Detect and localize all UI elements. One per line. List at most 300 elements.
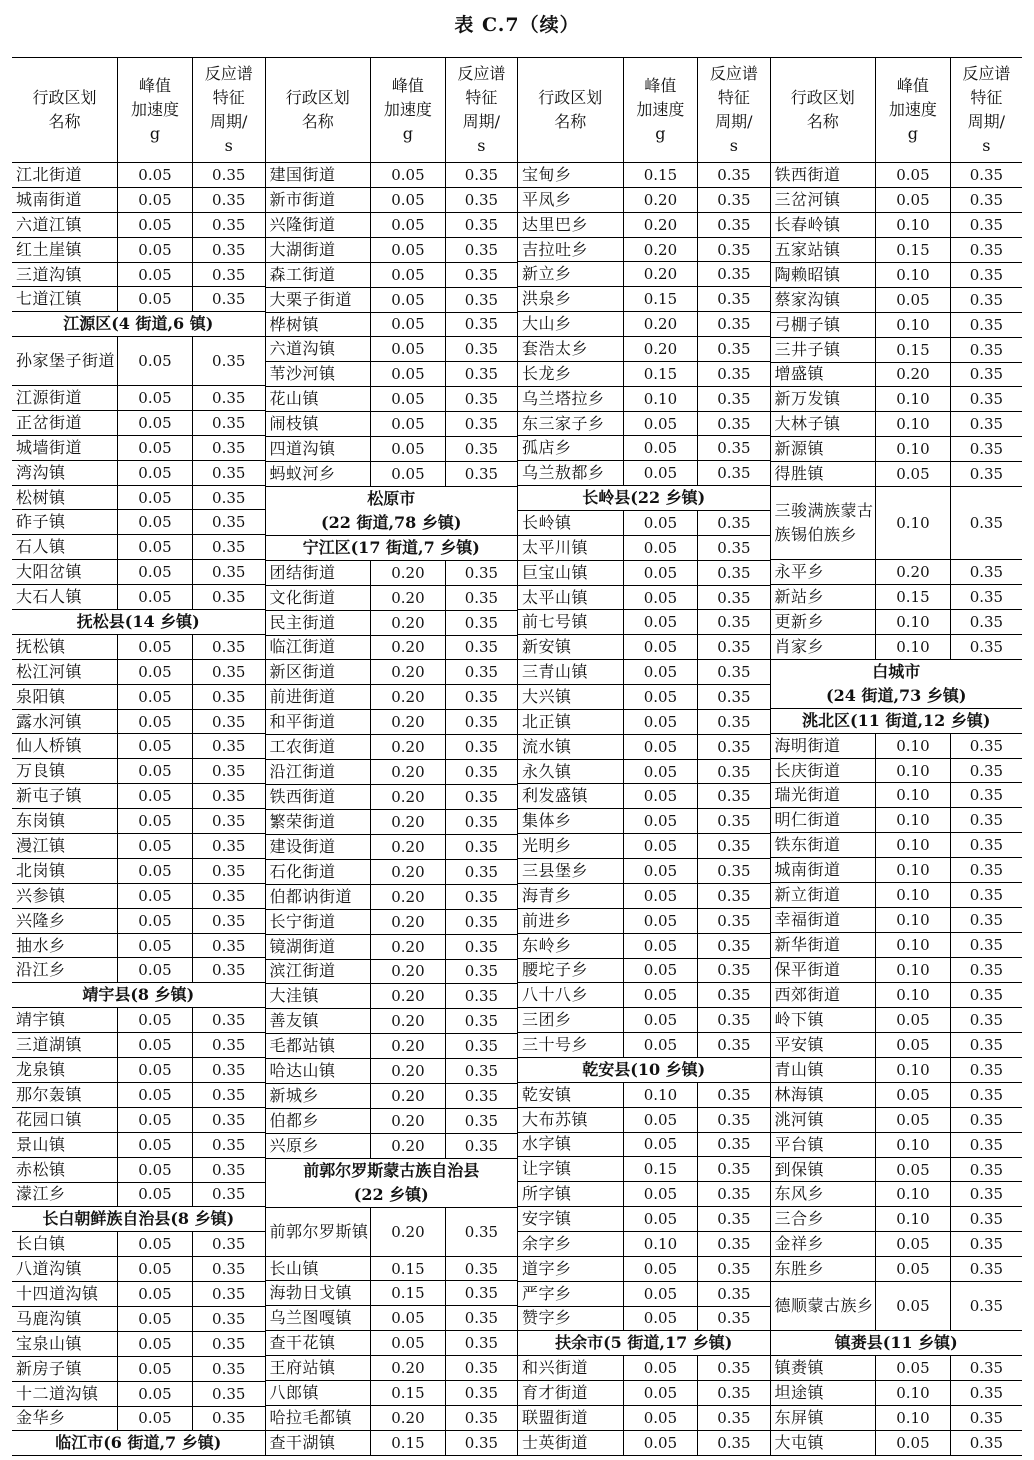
section-heading: 宁江区(17 街道,7 乡镇) <box>302 537 480 557</box>
region-name: 新安镇 <box>522 637 572 657</box>
table-row <box>771 1381 1023 1406</box>
table-row <box>771 883 1023 908</box>
characteristic-period: 0.35 <box>950 462 1022 486</box>
table-row <box>266 1406 518 1431</box>
characteristic-period: 0.35 <box>192 1158 265 1182</box>
characteristic-period: 0.35 <box>950 1356 1022 1380</box>
table-row <box>771 759 1023 784</box>
peak-acceleration: 0.05 <box>875 1083 950 1107</box>
characteristic-period: 0.35 <box>192 1083 265 1107</box>
region-name: 到保镇 <box>774 1159 825 1179</box>
peak-acceleration: 0.05 <box>623 461 698 485</box>
table-body <box>12 163 265 1455</box>
characteristic-period: 0.35 <box>950 213 1022 237</box>
region-name: 让字镇 <box>522 1159 572 1179</box>
peak-acceleration: 0.10 <box>875 883 950 907</box>
peak-acceleration: 0.20 <box>370 1406 445 1430</box>
region-name: 腰坨子乡 <box>522 960 589 980</box>
region-name: 林海镇 <box>774 1084 825 1104</box>
region-name: 工农街道 <box>269 737 336 757</box>
characteristic-period: 0.35 <box>697 1356 769 1380</box>
characteristic-period: 0.35 <box>950 1058 1022 1082</box>
table-row <box>266 910 518 935</box>
table-row <box>771 1108 1023 1133</box>
table-row <box>266 611 518 636</box>
table-row <box>771 610 1023 635</box>
characteristic-period: 0.35 <box>950 288 1022 312</box>
characteristic-period: 0.35 <box>950 585 1022 609</box>
table-row <box>518 859 770 884</box>
table-row <box>518 412 770 437</box>
region-name: 蔡家沟镇 <box>774 289 841 309</box>
characteristic-period: 0.35 <box>697 909 769 933</box>
table-row <box>771 560 1023 585</box>
characteristic-period: 0.35 <box>445 910 517 934</box>
peak-acceleration: 0.05 <box>623 412 698 436</box>
characteristic-period: 0.35 <box>192 660 265 684</box>
characteristic-period: 0.35 <box>445 263 517 287</box>
peak-acceleration: 0.05 <box>117 909 192 933</box>
table-row <box>12 486 265 511</box>
peak-acceleration: 0.05 <box>623 710 698 734</box>
peak-acceleration: 0.05 <box>117 1382 192 1406</box>
table-row <box>12 1183 265 1208</box>
peak-acceleration: 0.05 <box>875 188 950 212</box>
table-row <box>518 262 770 287</box>
region-name: 哈拉毛都镇 <box>269 1408 353 1428</box>
characteristic-period: 0.35 <box>950 313 1022 337</box>
peak-acceleration: 0.05 <box>117 759 192 783</box>
peak-acceleration: 0.05 <box>370 387 445 411</box>
table-row <box>518 635 770 660</box>
characteristic-period: 0.35 <box>950 610 1022 634</box>
region-name: 铁东街道 <box>774 835 841 855</box>
region-name: 明仁街道 <box>774 810 841 830</box>
region-name: 建设街道 <box>269 836 336 856</box>
section-heading-row <box>266 487 518 536</box>
header-name: 行政区划 名称 <box>285 88 350 131</box>
peak-acceleration: 0.05 <box>117 710 192 734</box>
table-row <box>266 163 518 188</box>
characteristic-period: 0.35 <box>950 1381 1022 1405</box>
region-name: 前进乡 <box>522 910 572 930</box>
header-period: 反应谱 特征 周期/ s <box>950 58 1022 162</box>
table-row <box>518 1182 770 1207</box>
region-name: 套浩太乡 <box>522 338 589 358</box>
peak-acceleration: 0.05 <box>623 760 698 784</box>
peak-acceleration: 0.05 <box>623 1108 698 1132</box>
peak-acceleration: 0.10 <box>875 387 950 411</box>
table-row <box>771 734 1023 759</box>
peak-acceleration: 0.15 <box>875 238 950 262</box>
characteristic-period: 0.35 <box>950 387 1022 411</box>
peak-acceleration: 0.20 <box>370 561 445 585</box>
peak-acceleration: 0.10 <box>875 1133 950 1157</box>
table-row <box>12 535 265 560</box>
characteristic-period: 0.35 <box>697 387 769 411</box>
section-heading-row <box>12 312 265 337</box>
table-body <box>518 163 770 1455</box>
characteristic-period: 0.35 <box>192 337 265 385</box>
peak-acceleration: 0.05 <box>875 1158 950 1182</box>
characteristic-period: 0.35 <box>192 685 265 709</box>
peak-acceleration: 0.05 <box>623 635 698 659</box>
peak-acceleration: 0.10 <box>875 412 950 436</box>
region-name: 海青乡 <box>522 885 572 905</box>
region-name: 利发盛镇 <box>522 786 589 806</box>
characteristic-period: 0.35 <box>950 1008 1022 1032</box>
region-name: 仙人桥镇 <box>16 736 83 756</box>
peak-acceleration: 0.10 <box>623 1232 698 1256</box>
section-heading: 长白朝鲜族自治县(8 乡镇) <box>42 1209 235 1229</box>
peak-acceleration: 0.05 <box>117 535 192 559</box>
region-name: 洮河镇 <box>774 1109 825 1129</box>
table-row <box>771 858 1023 883</box>
characteristic-period: 0.35 <box>697 1083 769 1107</box>
table-row <box>12 660 265 685</box>
table-row <box>266 1134 518 1159</box>
region-name: 松江河镇 <box>16 661 83 681</box>
peak-acceleration: 0.05 <box>117 238 192 262</box>
section-heading-row <box>771 660 1023 709</box>
peak-acceleration: 0.20 <box>370 611 445 635</box>
header-pga: 峰值 加速度 g <box>370 58 445 162</box>
region-name: 镜湖街道 <box>269 936 336 956</box>
characteristic-period: 0.35 <box>697 213 769 237</box>
table-row <box>12 1158 265 1183</box>
peak-acceleration: 0.20 <box>370 810 445 834</box>
peak-acceleration: 0.05 <box>370 238 445 262</box>
table-row <box>12 1232 265 1257</box>
characteristic-period: 0.35 <box>950 858 1022 882</box>
region-name: 保平街道 <box>774 960 841 979</box>
region-name: 查干湖镇 <box>269 1432 336 1452</box>
table-row <box>518 685 770 710</box>
header-name: 行政区划 名称 <box>790 88 855 131</box>
region-name: 前七号镇 <box>522 612 589 632</box>
region-name: 长白镇 <box>16 1234 66 1254</box>
table-row <box>266 1009 518 1034</box>
characteristic-period: 0.35 <box>950 188 1022 212</box>
region-name: 六道沟镇 <box>269 339 336 359</box>
characteristic-period: 0.35 <box>697 809 769 833</box>
region-name: 露水河镇 <box>16 711 83 731</box>
peak-acceleration: 0.15 <box>623 1157 698 1181</box>
characteristic-period: 0.35 <box>445 1034 517 1058</box>
peak-acceleration: 0.05 <box>623 834 698 858</box>
region-name: 乾安镇 <box>522 1084 572 1104</box>
region-name: 和兴街道 <box>522 1358 589 1378</box>
region-name: 大湖街道 <box>269 239 336 259</box>
region-name: 漫江镇 <box>16 835 66 855</box>
characteristic-period: 0.35 <box>192 1257 265 1281</box>
characteristic-period: 0.35 <box>192 560 265 584</box>
table-row <box>12 238 265 263</box>
region-name: 五家站镇 <box>774 239 841 259</box>
region-name: 查干花镇 <box>269 1333 336 1353</box>
region-name: 景山镇 <box>16 1134 66 1154</box>
characteristic-period: 0.35 <box>445 1381 517 1405</box>
table-row <box>771 338 1023 363</box>
characteristic-period: 0.35 <box>697 188 769 212</box>
region-name: 长庆街道 <box>774 760 841 780</box>
region-name: 大阳岔镇 <box>16 562 83 582</box>
peak-acceleration: 0.05 <box>370 437 445 461</box>
characteristic-period: 0.35 <box>445 984 517 1008</box>
characteristic-period: 0.35 <box>950 338 1022 362</box>
characteristic-period: 0.35 <box>697 635 769 659</box>
region-name: 哈达山镇 <box>269 1061 336 1081</box>
peak-acceleration: 0.20 <box>875 560 950 584</box>
region-name: 城南街道 <box>774 860 841 880</box>
peak-acceleration: 0.05 <box>875 1008 950 1032</box>
peak-acceleration: 0.05 <box>117 163 192 187</box>
characteristic-period: 0.35 <box>950 808 1022 832</box>
table-row <box>266 685 518 710</box>
peak-acceleration: 0.05 <box>623 660 698 684</box>
region-name: 繁荣街道 <box>269 811 336 831</box>
characteristic-period: 0.35 <box>697 784 769 808</box>
peak-acceleration: 0.20 <box>370 685 445 709</box>
characteristic-period: 0.35 <box>192 535 265 559</box>
characteristic-period: 0.35 <box>950 1257 1022 1281</box>
table-row <box>12 1282 265 1307</box>
table-row <box>12 909 265 934</box>
characteristic-period: 0.35 <box>697 536 769 560</box>
table-row <box>12 1332 265 1357</box>
peak-acceleration: 0.10 <box>875 213 950 237</box>
region-name: 金祥乡 <box>774 1234 825 1254</box>
characteristic-period: 0.35 <box>950 1406 1022 1430</box>
characteristic-period: 0.35 <box>697 1381 769 1405</box>
region-name: 三道湖镇 <box>16 1035 83 1055</box>
region-name: 湾沟镇 <box>16 462 66 482</box>
characteristic-period: 0.35 <box>192 386 265 410</box>
region-name: 流水镇 <box>522 736 572 756</box>
peak-acceleration: 0.10 <box>875 610 950 634</box>
table-row <box>518 387 770 412</box>
peak-acceleration: 0.15 <box>623 362 698 386</box>
region-name: 镇赉镇 <box>774 1358 825 1378</box>
peak-acceleration: 0.05 <box>875 1257 950 1281</box>
table-row <box>12 560 265 585</box>
table-row <box>518 586 770 611</box>
region-name: 安字镇 <box>522 1209 572 1229</box>
characteristic-period: 0.35 <box>192 1407 265 1431</box>
peak-acceleration: 0.05 <box>623 1406 698 1430</box>
peak-acceleration: 0.05 <box>117 1083 192 1107</box>
region-name: 闹枝镇 <box>269 414 320 434</box>
peak-acceleration: 0.05 <box>117 287 192 311</box>
peak-acceleration: 0.20 <box>370 935 445 959</box>
table-header <box>266 58 518 163</box>
characteristic-period: 0.35 <box>192 834 265 858</box>
characteristic-period: 0.35 <box>697 561 769 585</box>
characteristic-period: 0.35 <box>697 163 769 187</box>
region-name: 滨江街道 <box>269 961 336 981</box>
characteristic-period: 0.35 <box>445 1084 517 1108</box>
table-row <box>518 610 770 635</box>
table-frame <box>12 57 1022 1456</box>
region-name: 赞字乡 <box>522 1308 572 1328</box>
region-name: 新市街道 <box>269 189 336 209</box>
peak-acceleration: 0.05 <box>623 1282 698 1306</box>
peak-acceleration: 0.20 <box>370 1034 445 1058</box>
peak-acceleration: 0.05 <box>117 809 192 833</box>
region-name: 坦途镇 <box>774 1382 825 1402</box>
region-name: 道字乡 <box>522 1258 572 1278</box>
peak-acceleration: 0.20 <box>370 1208 445 1256</box>
peak-acceleration: 0.20 <box>623 188 698 212</box>
peak-acceleration: 0.05 <box>623 909 698 933</box>
table-body <box>771 163 1023 1455</box>
table-row <box>12 685 265 710</box>
region-name: 十四道沟镇 <box>16 1284 99 1304</box>
table-row <box>12 213 265 238</box>
peak-acceleration: 0.10 <box>875 858 950 882</box>
table-row <box>771 808 1023 833</box>
table-row <box>518 735 770 760</box>
characteristic-period: 0.35 <box>192 510 265 534</box>
table-row <box>771 1431 1023 1455</box>
characteristic-period: 0.35 <box>697 362 769 386</box>
section-heading-row <box>266 536 518 561</box>
table-row <box>518 983 770 1008</box>
peak-acceleration: 0.05 <box>117 1033 192 1057</box>
table-row <box>771 387 1023 412</box>
peak-acceleration: 0.05 <box>370 412 445 436</box>
peak-acceleration: 0.10 <box>623 387 698 411</box>
characteristic-period: 0.35 <box>445 337 517 361</box>
table-row <box>266 462 518 487</box>
peak-acceleration: 0.20 <box>370 586 445 610</box>
region-name: 新城乡 <box>269 1086 320 1106</box>
region-name: 兴隆乡 <box>16 910 66 930</box>
region-name: 孤店乡 <box>522 438 572 458</box>
peak-acceleration: 0.05 <box>875 163 950 187</box>
region-name: 达里巴乡 <box>522 214 589 234</box>
characteristic-period: 0.35 <box>445 1281 517 1305</box>
region-name: 三合乡 <box>774 1209 825 1229</box>
peak-acceleration: 0.10 <box>875 263 950 287</box>
table-row <box>771 238 1023 263</box>
region-name: 马鹿沟镇 <box>16 1308 83 1328</box>
characteristic-period: 0.35 <box>192 809 265 833</box>
table-row <box>771 783 1023 808</box>
table-row <box>12 287 265 312</box>
region-name: 光明乡 <box>522 836 572 856</box>
column-group-3 <box>517 58 770 1455</box>
region-name: 平凤乡 <box>522 189 572 209</box>
peak-acceleration: 0.05 <box>875 1356 950 1380</box>
peak-acceleration: 0.10 <box>875 808 950 832</box>
peak-acceleration: 0.05 <box>117 685 192 709</box>
characteristic-period: 0.35 <box>697 1257 769 1281</box>
peak-acceleration: 0.20 <box>370 885 445 909</box>
section-heading-row <box>12 1207 265 1232</box>
table-row <box>12 411 265 436</box>
table-row <box>266 1208 518 1257</box>
region-name: 孙家堡子街道 <box>16 351 116 371</box>
table-row <box>266 785 518 810</box>
region-name: 陶赖昭镇 <box>774 264 841 284</box>
region-name: 长龙乡 <box>522 363 572 383</box>
characteristic-period: 0.35 <box>445 1431 517 1455</box>
peak-acceleration: 0.05 <box>623 809 698 833</box>
peak-acceleration: 0.05 <box>117 1108 192 1132</box>
peak-acceleration: 0.10 <box>875 759 950 783</box>
region-name: 那尔轰镇 <box>16 1084 83 1104</box>
region-name: 东胜乡 <box>774 1259 825 1279</box>
table-row <box>12 759 265 784</box>
characteristic-period: 0.35 <box>950 163 1022 187</box>
table-row <box>266 710 518 735</box>
region-name: 龙泉镇 <box>16 1060 66 1079</box>
region-name: 八道沟镇 <box>16 1259 83 1279</box>
table-row <box>12 1058 265 1083</box>
region-name: 东三家子乡 <box>522 413 605 433</box>
table-row <box>266 984 518 1009</box>
table-row <box>771 1158 1023 1183</box>
peak-acceleration: 0.20 <box>370 1059 445 1083</box>
header-period: 反应谱 特征 周期/ s <box>192 58 265 162</box>
table-row <box>771 1182 1023 1207</box>
peak-acceleration: 0.20 <box>623 312 698 336</box>
characteristic-period: 0.35 <box>445 685 517 709</box>
header-name: 行政区划 名称 <box>538 88 603 131</box>
characteristic-period: 0.35 <box>950 1158 1022 1182</box>
table-row <box>12 1008 265 1033</box>
region-name: 东岭乡 <box>522 935 572 955</box>
table-body <box>266 163 518 1455</box>
peak-acceleration: 0.10 <box>875 1058 950 1082</box>
peak-acceleration: 0.10 <box>875 1381 950 1405</box>
characteristic-period: 0.35 <box>192 436 265 460</box>
table-row <box>266 561 518 586</box>
region-name: 善友镇 <box>269 1011 320 1031</box>
table-row <box>518 710 770 735</box>
region-name: 大洼镇 <box>269 986 320 1006</box>
region-name: 更新乡 <box>774 611 825 631</box>
region-name: 团结街道 <box>269 562 336 582</box>
characteristic-period: 0.35 <box>950 1182 1022 1206</box>
characteristic-period: 0.35 <box>445 1134 517 1158</box>
peak-acceleration: 0.05 <box>623 784 698 808</box>
region-name: 三岔河镇 <box>774 189 841 209</box>
characteristic-period: 0.35 <box>445 1306 517 1330</box>
peak-acceleration: 0.05 <box>623 884 698 908</box>
characteristic-period: 0.35 <box>697 660 769 684</box>
region-name: 毛都站镇 <box>269 1036 336 1056</box>
peak-acceleration: 0.20 <box>370 636 445 660</box>
characteristic-period: 0.35 <box>445 362 517 386</box>
characteristic-period: 0.35 <box>950 363 1022 387</box>
characteristic-period: 0.35 <box>192 263 265 287</box>
characteristic-period: 0.35 <box>697 859 769 883</box>
region-name: 平安镇 <box>774 1034 825 1054</box>
peak-acceleration: 0.05 <box>623 983 698 1007</box>
table-row <box>266 835 518 860</box>
table-row <box>12 163 265 188</box>
section-heading: 洮北区(11 街道,12 乡镇) <box>802 710 991 730</box>
table-header <box>771 58 1023 163</box>
peak-acceleration: 0.05 <box>370 213 445 237</box>
characteristic-period: 0.35 <box>192 1033 265 1057</box>
peak-acceleration: 0.05 <box>117 386 192 410</box>
region-name: 德顺蒙古族乡 <box>774 1296 874 1316</box>
table-row <box>12 1382 265 1407</box>
table-row <box>266 188 518 213</box>
